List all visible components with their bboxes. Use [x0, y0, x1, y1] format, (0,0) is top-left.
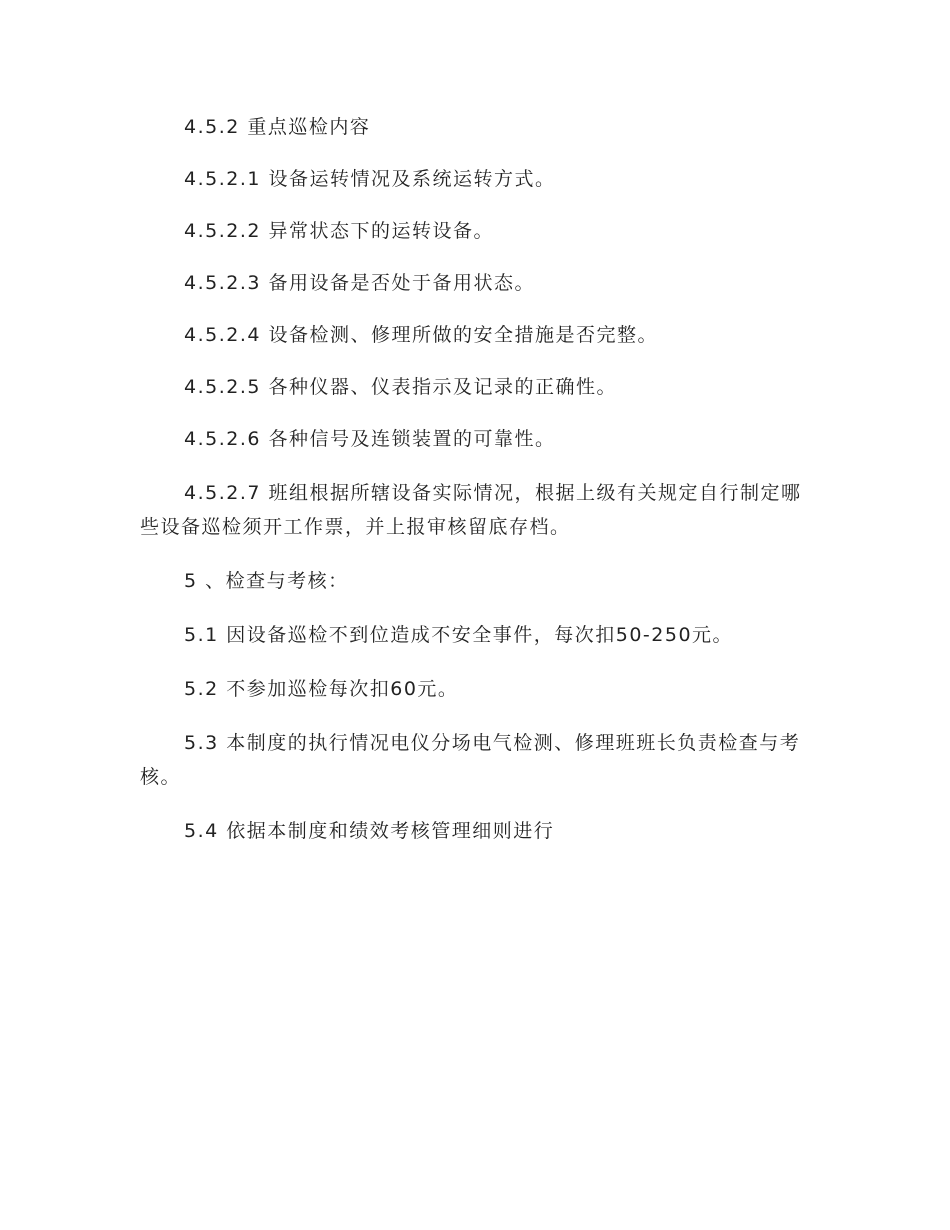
paragraph-4-5-2-3: 4.5.2.3 备用设备是否处于备用状态。	[184, 272, 536, 294]
section-heading-5: 5 、检查与考核：	[184, 570, 349, 592]
paragraph-4-5-2-6: 4.5.2.6 各种信号及连锁装置的可靠性。	[184, 428, 556, 450]
paragraph-5-3: 5.3 本制度的执行情况电仪分场电气检测、修理班班长负责检查与考核。	[140, 732, 801, 788]
paragraph-4-5-2-4: 4.5.2.4 设备检测、修理所做的安全措施是否完整。	[184, 324, 659, 346]
paragraph-5-4: 5.4 依据本制度和绩效考核管理细则进行	[184, 820, 555, 842]
paragraph-4-5-2-5: 4.5.2.5 各种仪器、仪表指示及记录的正确性。	[184, 376, 618, 398]
paragraph-4-5-2-2: 4.5.2.2 异常状态下的运转设备。	[184, 220, 495, 242]
paragraph-4-5-2-1: 4.5.2.1 设备运转情况及系统运转方式。	[184, 168, 556, 190]
paragraph-5-2: 5.2 不参加巡检每次扣60元。	[184, 678, 459, 700]
paragraph-4-5-2-7: 4.5.2.7 班组根据所辖设备实际情况，根据上级有关规定自行制定哪些设备巡检须开工作票，并上报审核留底存档。	[140, 482, 802, 538]
paragraph-5-1: 5.1 因设备巡检不到位造成不安全事件，每次扣50-250元。	[184, 624, 734, 646]
section-heading-4-5-2: 4.5.2 重点巡检内容	[184, 116, 371, 138]
